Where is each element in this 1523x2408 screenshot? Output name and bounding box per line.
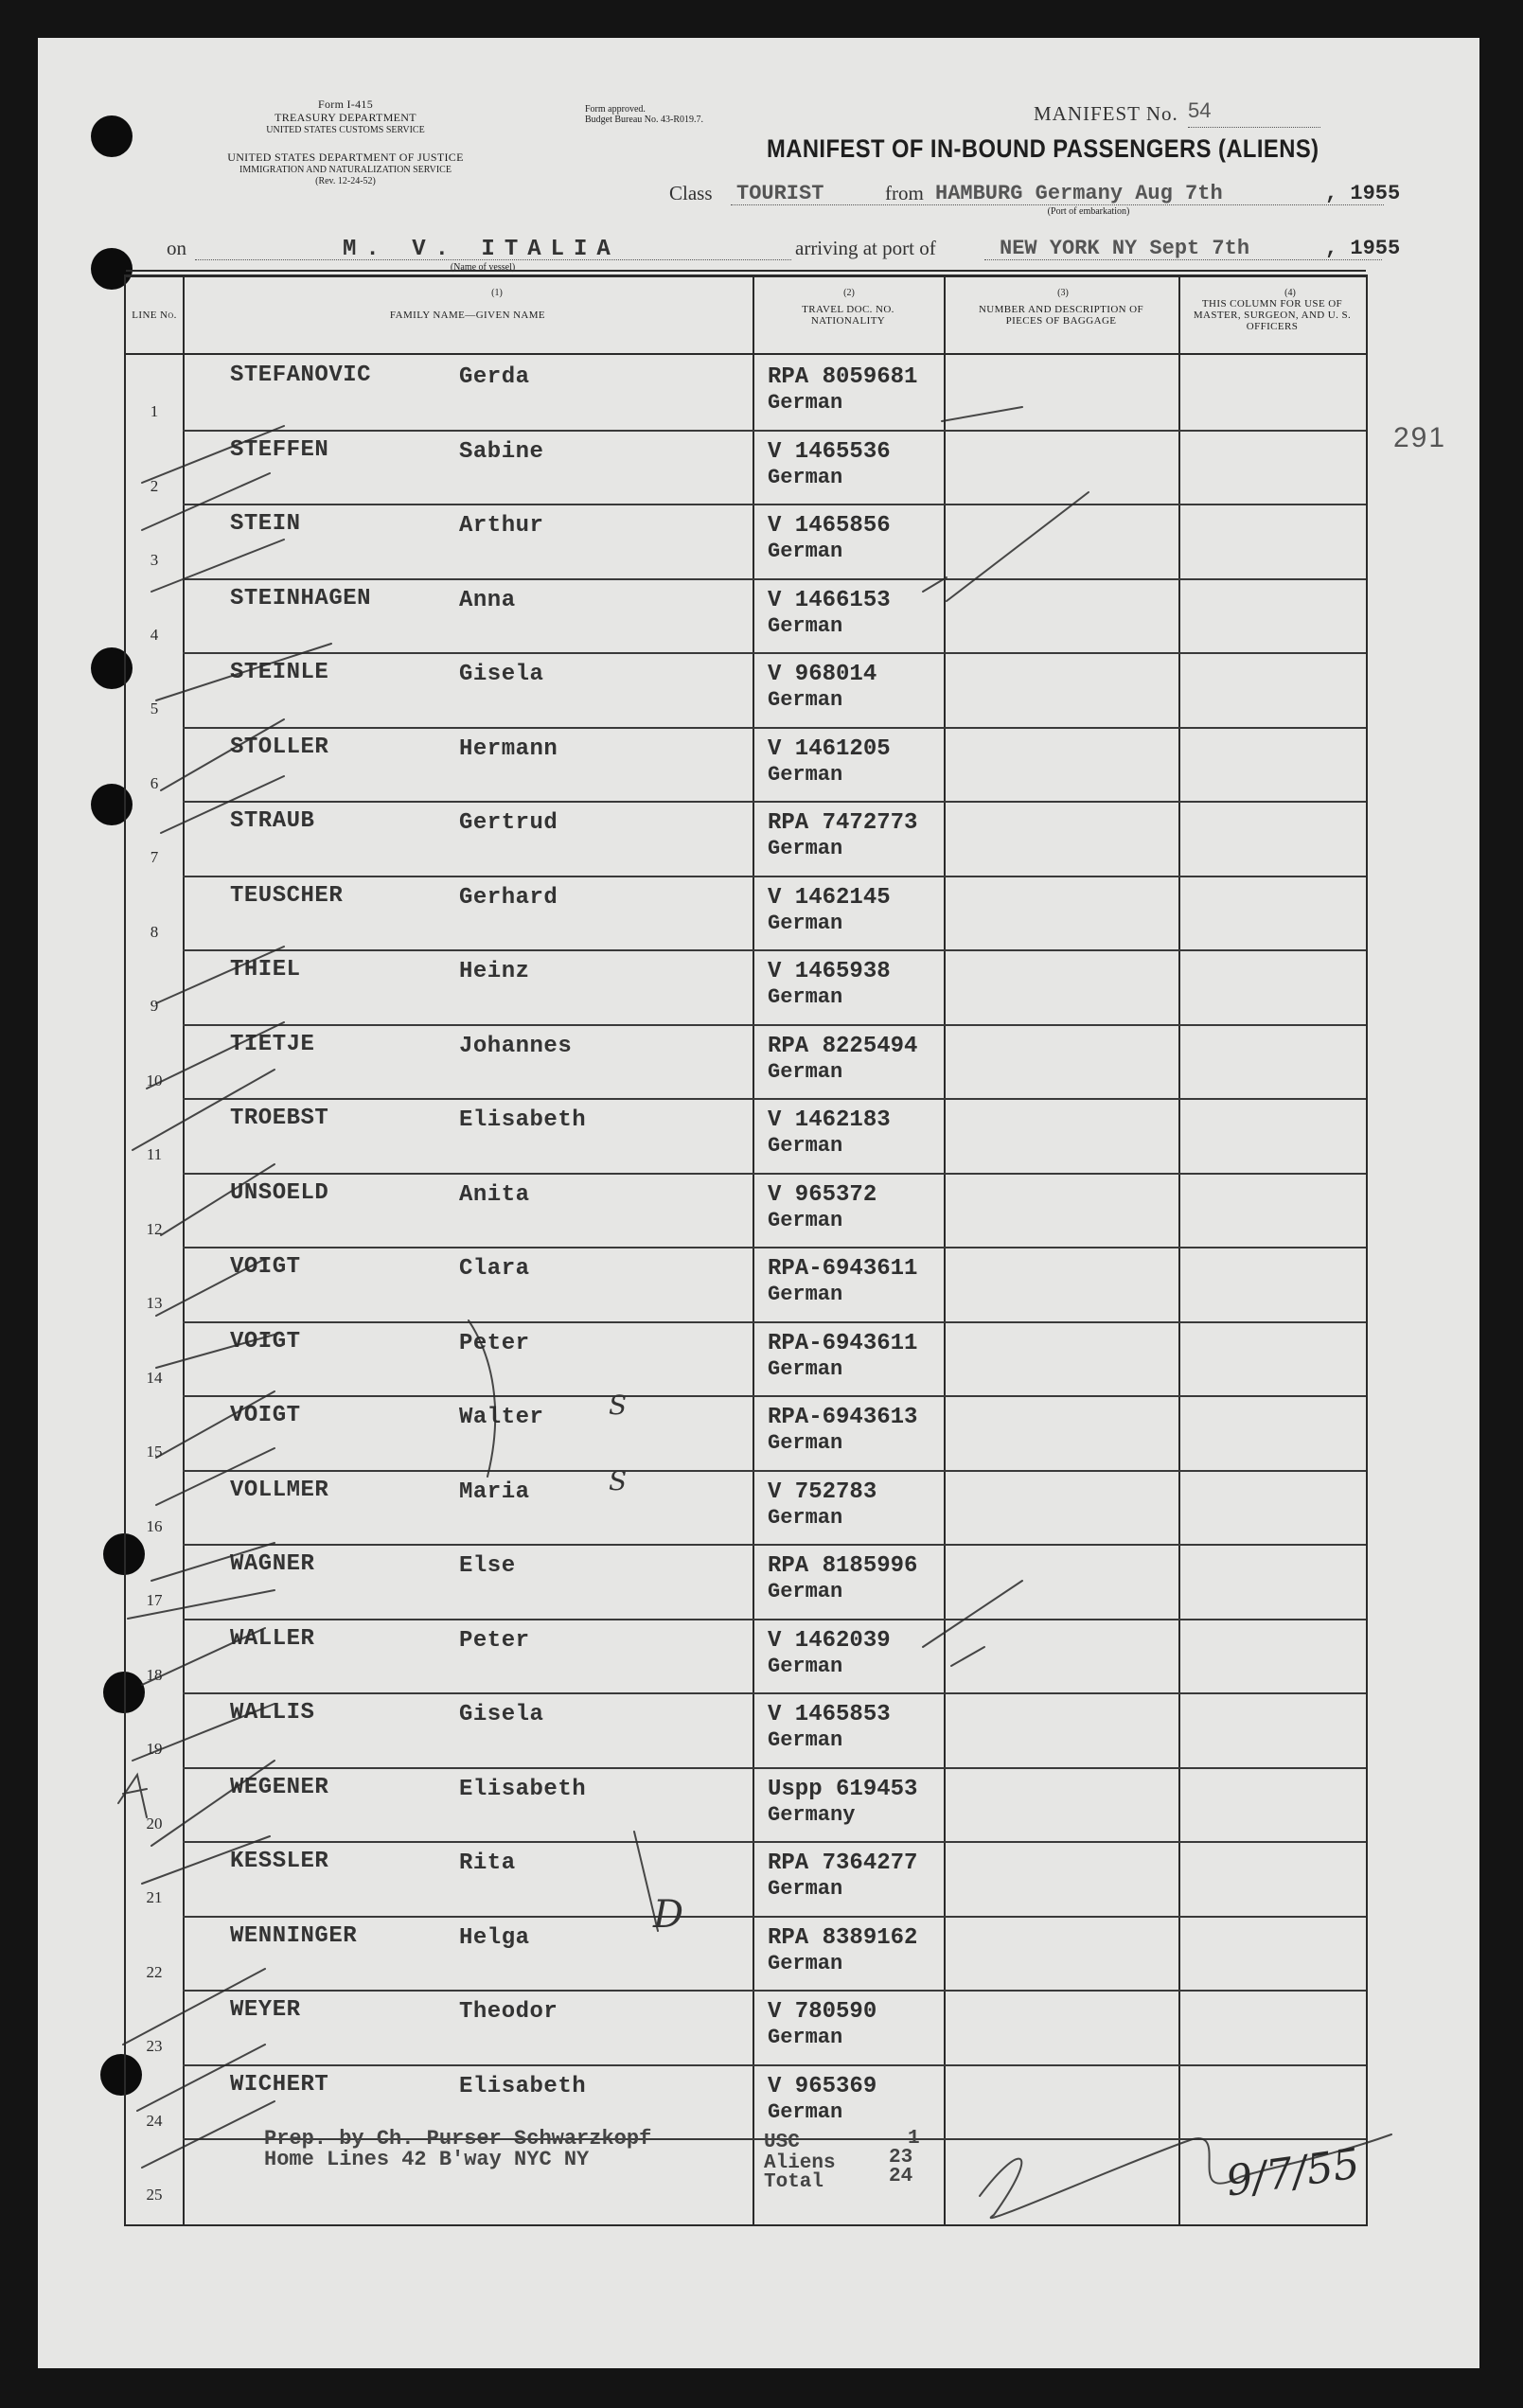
form-approved: Form approved. <box>585 104 646 115</box>
department-of-justice: UNITED STATES DEPARTMENT OF JUSTICE <box>227 150 464 164</box>
family-name: VOIGT <box>230 1403 301 1428</box>
given-name: Anna <box>459 587 516 613</box>
line-number: 14 <box>146 1368 163 1387</box>
family-name: STEIN <box>230 511 301 537</box>
given-name: Elisabeth <box>459 2073 587 2099</box>
given-name: Clara <box>459 1256 530 1282</box>
form-revision: (Rev. 12-24-52) <box>315 176 376 186</box>
column-header-line-no: LINE No. <box>132 310 177 321</box>
travel-doc-number: V 1462039 <box>768 1627 891 1654</box>
travel-doc-number: RPA-6943613 <box>768 1405 918 1430</box>
line-number: 24 <box>146 2111 163 2130</box>
nationality: German <box>768 1283 843 1306</box>
home-lines-address: Home Lines 42 B'way NYC NY <box>264 2148 590 2171</box>
nationality: German <box>768 688 843 712</box>
port-of-embarkation-caption: (Port of embarkation) <box>1047 206 1130 217</box>
travel-doc-number: V 1466153 <box>768 587 891 613</box>
nationality: German <box>768 1356 843 1381</box>
given-name: Sabine <box>459 438 544 465</box>
baggage-mark-2 <box>947 492 1089 601</box>
year-embarkation: , 1955 <box>1325 182 1401 205</box>
check-mark-line-7 <box>156 947 284 1003</box>
line-number: 13 <box>146 1294 163 1312</box>
line-number: 19 <box>146 1740 163 1758</box>
line-number: 2 <box>150 476 159 495</box>
travel-doc-number: V 965372 <box>768 1181 877 1208</box>
nationality: German <box>768 1134 843 1158</box>
handwritten-s-mark: S <box>609 1465 628 1496</box>
given-name: Peter <box>459 1627 530 1654</box>
travel-doc-number: RPA 8059681 <box>768 364 918 390</box>
family-name: STEINHAGEN <box>230 585 372 611</box>
page-stamp-number: 291 <box>1393 422 1447 453</box>
family-name: TROEBST <box>230 1106 329 1131</box>
family-name: WALLER <box>230 1625 315 1652</box>
nationality: Germany <box>768 1802 856 1827</box>
nationality: German <box>768 1059 843 1084</box>
family-name: WICHERT <box>230 2071 329 2098</box>
travel-doc-number: V 1462145 <box>768 884 891 911</box>
line-number: 25 <box>146 2186 163 2204</box>
travel-doc-number: V 1462183 <box>768 1107 891 1133</box>
line-number: 3 <box>150 551 159 569</box>
given-name: Gerhard <box>459 884 558 911</box>
column-number-4: (4) <box>1284 288 1296 298</box>
nationality: German <box>768 1505 843 1530</box>
family-name: STOLLER <box>230 734 329 760</box>
check-mark-line-17 <box>142 1628 265 1685</box>
column-header-baggage: NUMBER AND DESCRIPTION OF PIECES OF BAGGAGE <box>978 304 1144 327</box>
column-number-2: (2) <box>843 288 855 298</box>
family-name: WAGNER <box>230 1551 315 1577</box>
nationality: German <box>768 1431 843 1455</box>
total-count: 24 <box>889 2166 913 2187</box>
nationality: German <box>768 1208 843 1232</box>
nationality: German <box>768 1654 843 1678</box>
family-name: THIEL <box>230 957 301 983</box>
given-name: Johannes <box>459 1033 573 1059</box>
nationality: German <box>768 837 843 860</box>
family-name: WEGENER <box>230 1774 329 1800</box>
check-mark-line-3 <box>151 540 284 592</box>
baggage-mark-1 <box>942 407 1022 421</box>
nationality: German <box>768 1580 843 1603</box>
given-name: Peter <box>459 1330 530 1356</box>
check-mark-line-23 <box>142 2101 274 2168</box>
check-mark-line-21 <box>123 1969 265 2045</box>
family-name: STEFFEN <box>230 436 329 463</box>
line-number: 8 <box>150 922 159 941</box>
line-number: 11 <box>146 1145 163 1163</box>
from-value: HAMBURG Germany Aug 7th <box>935 182 1223 205</box>
given-name: Rita <box>459 1850 516 1876</box>
travel-doc-number: RPA 8389162 <box>768 1924 918 1951</box>
travel-doc-number: Uspp 619453 <box>768 1776 918 1802</box>
line-number: 20 <box>146 1814 163 1833</box>
travel-doc-number: V 752783 <box>768 1478 877 1505</box>
given-name: Gisela <box>459 662 544 687</box>
check-mark-line-15 <box>151 1543 274 1581</box>
check-mark-line-14 <box>156 1448 274 1505</box>
check-mark-line-6 <box>161 776 284 833</box>
check-mark-line-9 <box>133 1070 274 1150</box>
baggage-mark-4 <box>923 1581 1022 1647</box>
family-name: VOIGT <box>230 1328 301 1354</box>
given-name: Hermann <box>459 735 558 762</box>
nationality: German <box>768 985 843 1009</box>
family-name: WENNINGER <box>230 1922 358 1949</box>
line-number: 10 <box>146 1071 163 1089</box>
form-number: Form I-415 <box>318 97 373 111</box>
family-name: STRAUB <box>230 808 315 834</box>
given-name: Heinz <box>459 959 530 984</box>
usc-count: 1 <box>908 2128 920 2150</box>
check-mark-line-16 <box>128 1590 274 1619</box>
nationality: German <box>768 391 843 415</box>
signature-date: 9/7/55 <box>1223 2139 1363 2206</box>
check-mark-line-13 <box>156 1391 274 1458</box>
line-number: 21 <box>146 1888 163 1906</box>
naturalization-service: IMMIGRATION AND NATURALIZATION SERVICE <box>239 165 452 175</box>
treasury-department: TREASURY DEPARTMENT <box>274 111 416 124</box>
given-name: Gertrud <box>459 810 558 836</box>
line-number: 18 <box>146 1665 163 1684</box>
year-arrival: , 1955 <box>1325 237 1401 260</box>
manifest-title: MANIFEST OF IN-BOUND PASSENGERS (ALIENS) <box>767 134 1319 163</box>
nationality: German <box>768 2026 843 2049</box>
arriving-label: arriving at port of <box>795 237 936 259</box>
check-mark-line-18 <box>133 1704 274 1761</box>
column-header-officers: THIS COLUMN FOR USE OF MASTER, SURGEON, AND U. S. OFFICERS <box>1193 298 1352 332</box>
given-name: Helga <box>459 1924 530 1951</box>
customs-service: UNITED STATES CUSTOMS SERVICE <box>266 125 425 135</box>
check-mark-line-20 <box>142 1836 270 1884</box>
arriving-value: NEW YORK NY Sept 7th <box>1000 237 1250 260</box>
travel-doc-number: V 1465536 <box>768 438 891 465</box>
manifest-no-label: MANIFEST No. <box>1034 102 1178 125</box>
line-number: 5 <box>150 699 159 717</box>
handwritten-s-mark: S <box>609 1390 628 1421</box>
travel-doc-number: V 968014 <box>768 662 877 687</box>
line-number: 4 <box>150 625 159 644</box>
check-mark-line-8 <box>147 1022 284 1089</box>
nationality: German <box>768 613 843 638</box>
manifest-number: 54 <box>1188 98 1212 122</box>
column-number-1: (1) <box>491 288 503 298</box>
usc-label: USC <box>764 2132 800 2153</box>
travel-doc-number: RPA 7472773 <box>768 810 918 836</box>
nationality: German <box>768 762 843 787</box>
check-mark-line-1 <box>142 426 284 483</box>
vessel-name: M. V. ITALIA <box>343 237 620 262</box>
on-label: on <box>167 237 186 259</box>
given-name: Else <box>459 1553 516 1579</box>
baggage-mark-5 <box>951 1647 984 1666</box>
baggage-mark-3 <box>923 577 947 592</box>
family-name: WEYER <box>230 1997 301 2023</box>
travel-doc-number: V 780590 <box>768 1999 877 2025</box>
family-name: TIETJE <box>230 1031 315 1057</box>
line-number: 6 <box>150 773 159 792</box>
total-label: Total <box>764 2171 824 2193</box>
travel-doc-number: RPA 7364277 <box>768 1850 918 1876</box>
nationality: German <box>768 465 843 489</box>
family-name: TEUSCHER <box>230 882 344 909</box>
family-name: STEFANOVIC <box>230 363 372 388</box>
check-mark-line-4 <box>156 644 331 700</box>
column-header-name: FAMILY NAME—GIVEN NAME <box>389 310 546 321</box>
family-name: VOLLMER <box>230 1477 329 1503</box>
travel-doc-number: RPA-6943611 <box>768 1256 918 1282</box>
check-mark-line-10 <box>161 1164 274 1235</box>
check-mark-line-5 <box>161 719 284 790</box>
line-number: 7 <box>150 848 159 866</box>
aliens-label: Aliens <box>764 2152 836 2174</box>
family-name: WALLIS <box>230 1700 315 1726</box>
line-number: 16 <box>146 1516 163 1535</box>
handwritten-d-mark: D <box>653 1893 684 1937</box>
family-name: VOIGT <box>230 1254 301 1280</box>
given-name: Maria <box>459 1478 530 1505</box>
vessel-caption: (Name of vessel) <box>450 262 516 273</box>
travel-doc-number: V 1465938 <box>768 959 891 984</box>
travel-doc-number: V 1461205 <box>768 735 891 762</box>
travel-doc-number: V 1465856 <box>768 513 891 539</box>
given-name: Gerda <box>459 364 530 390</box>
check-mark-line-19 <box>151 1761 274 1846</box>
given-name: Elisabeth <box>459 1107 587 1133</box>
class-label: Class <box>669 182 713 204</box>
nationality: German <box>768 2099 843 2124</box>
given-name: Anita <box>459 1181 530 1208</box>
budget-bureau: Budget Bureau No. 43-R019.7. <box>585 115 703 125</box>
line-number: 12 <box>146 1219 163 1238</box>
given-name: Gisela <box>459 1702 544 1727</box>
line-number: 1 <box>150 402 159 420</box>
line-19-initial <box>118 1775 147 1817</box>
column-header-travel-doc: TRAVEL DOC. NO. NATIONALITY <box>802 304 894 327</box>
given-name: Theodor <box>459 1999 558 2025</box>
nationality: German <box>768 911 843 935</box>
prepared-by: Prep. by Ch. Purser Schwarzkopf <box>264 2127 652 2151</box>
family-bracket <box>469 1320 495 1477</box>
travel-doc-number: V 965369 <box>768 2073 877 2099</box>
family-name: UNSOELD <box>230 1179 329 1206</box>
nationality: German <box>768 540 843 563</box>
nationality: German <box>768 1951 843 1975</box>
aliens-count: 23 <box>889 2147 913 2169</box>
travel-doc-number: V 1465853 <box>768 1702 891 1727</box>
given-name: Elisabeth <box>459 1776 587 1802</box>
travel-doc-number: RPA-6943611 <box>768 1330 918 1356</box>
class-value: TOURIST <box>736 182 824 205</box>
given-name: Walter <box>459 1405 544 1430</box>
given-name: Arthur <box>459 513 544 539</box>
nationality: German <box>768 1728 843 1752</box>
travel-doc-number: RPA 8185996 <box>768 1553 918 1579</box>
nationality: German <box>768 1877 843 1901</box>
line-number: 23 <box>146 2037 163 2055</box>
line-number: 9 <box>150 997 159 1015</box>
column-number-3: (3) <box>1057 288 1069 298</box>
line-number: 17 <box>146 1591 163 1609</box>
check-mark-line-11 <box>156 1259 265 1316</box>
check-mark-line-12 <box>156 1335 274 1368</box>
travel-doc-number: RPA 8225494 <box>768 1033 918 1059</box>
check-mark-line-22 <box>137 2045 265 2111</box>
check-mark-line-2 <box>142 473 270 530</box>
line-number: 15 <box>146 1443 163 1461</box>
family-name: KESSLER <box>230 1849 329 1874</box>
line-number: 22 <box>146 1962 163 1981</box>
family-name: STEINLE <box>230 660 329 685</box>
from-label: from <box>885 182 924 204</box>
